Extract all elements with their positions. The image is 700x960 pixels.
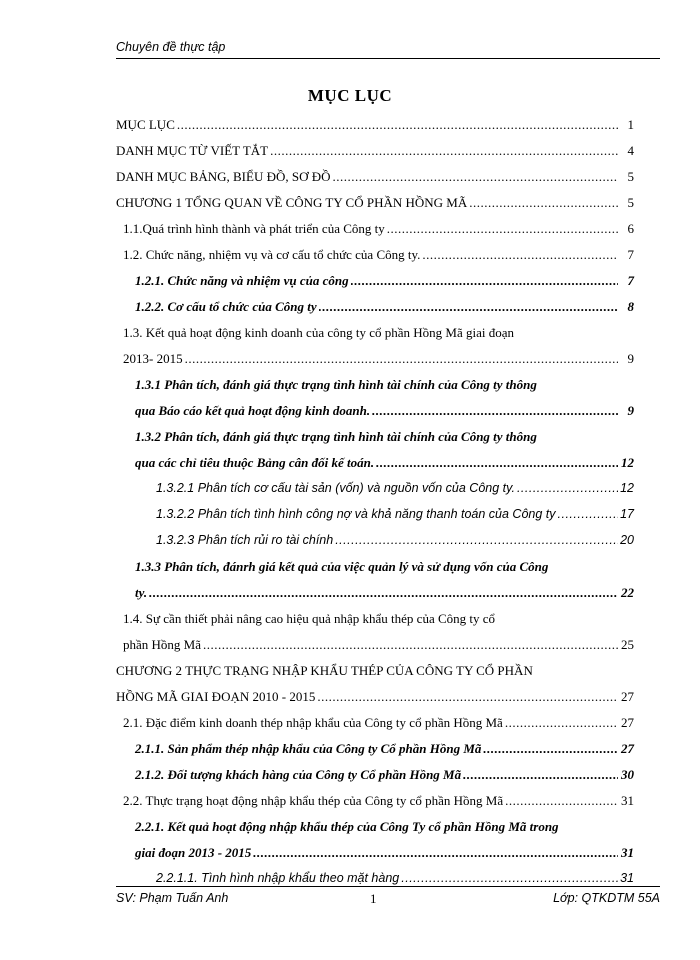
header-rule — [116, 58, 660, 59]
toc-entry-title: 1.2.2. Cơ cấu tổ chức của Công ty — [135, 299, 317, 314]
toc-entry-title: phần Hồng Mã — [123, 637, 201, 652]
toc-entry-title: 1.3.2 Phân tích, đánh giá thực trạng tình hình tài chính của Công ty thông — [135, 429, 537, 444]
toc-leader-dots — [483, 741, 618, 757]
toc-entry-page: 9 — [627, 403, 634, 418]
toc-entry[interactable] — [116, 607, 634, 633]
toc-leader-dots — [376, 455, 618, 471]
toc-entry-title: 2.2. Thực trạng hoạt động nhập khẩu thép của Công ty cổ phần Hồng Mã — [123, 793, 504, 808]
toc-entry-title: qua Báo cáo kết quả hoạt động kinh doanh. — [135, 403, 371, 418]
toc-entry[interactable] — [116, 581, 634, 607]
toc-entry-page: 12 — [621, 455, 634, 470]
footer-page-number: 1 — [370, 891, 377, 906]
toc-entry[interactable] — [116, 789, 634, 815]
toc-entry-title: 2013- 2015 — [123, 351, 183, 366]
toc-entry[interactable] — [116, 269, 634, 295]
toc-entry-title: DANH MỤC BẢNG, BIỂU ĐỒ, SƠ ĐỒ — [116, 169, 331, 184]
toc-entry[interactable] — [116, 113, 634, 139]
toc-leader-dots — [333, 169, 618, 185]
toc-entry[interactable] — [116, 451, 634, 477]
toc-entry-page: 7 — [627, 273, 634, 288]
toc-entry[interactable] — [116, 373, 634, 399]
toc-entry-page: 31 — [621, 793, 634, 808]
toc-entry-title: ty. — [135, 585, 148, 600]
toc-entry-page: 7 — [627, 247, 634, 262]
toc-entry[interactable] — [116, 503, 634, 529]
toc-leader-dots — [253, 845, 618, 861]
toc-leader-dots — [505, 793, 618, 809]
toc-leader-dots — [177, 117, 618, 133]
toc-entry-page: 25 — [621, 637, 634, 652]
toc-entry[interactable] — [116, 841, 634, 867]
toc-entry-title: 2.2.1. Kết quả hoạt động nhập khẩu thép của Công Ty cổ phần Hồng Mã trong — [135, 819, 559, 834]
toc-entry[interactable] — [116, 815, 634, 841]
page-header: Chuyên đề thực tập — [116, 40, 226, 54]
footer-rule — [116, 886, 660, 887]
toc-entry[interactable] — [116, 763, 634, 789]
toc-entry-title: 1.3.2.1 Phân tích cơ cấu tài sản (vốn) và nguồn vốn của Công ty. — [156, 481, 515, 495]
toc-leader-dots — [505, 715, 618, 731]
toc-leader-dots — [317, 689, 618, 705]
toc-entry[interactable] — [116, 737, 634, 763]
toc-leader-dots — [387, 221, 618, 237]
toc-entry[interactable] — [116, 295, 634, 321]
toc-entry-page: 22 — [621, 585, 634, 600]
toc-entry-page: 31 — [620, 871, 634, 885]
toc-leader-dots — [558, 507, 618, 521]
toc-entry-page: 6 — [627, 221, 634, 236]
toc-entry-page: 20 — [620, 533, 634, 547]
toc-entry-title: 2.1.1. Sản phẩm thép nhập khẩu của Công ty Cổ phần Hồng Mã — [135, 741, 482, 756]
toc-entry-page: 31 — [621, 845, 634, 860]
footer-student: SV: Phạm Tuấn Anh — [116, 891, 229, 905]
toc-entry[interactable] — [116, 685, 634, 711]
toc-entry-title: HỒNG MÃ GIAI ĐOẠN 2010 - 2015 — [116, 689, 316, 704]
page-title: MỤC LỤC — [307, 86, 393, 105]
toc-entry-page: 27 — [621, 689, 634, 704]
toc-leader-dots — [270, 143, 618, 159]
toc-entry-page: 4 — [627, 143, 634, 158]
toc-entry-title: CHƯƠNG 2 THỰC TRẠNG NHẬP KHẨU THÉP CỦA CÔNG TY CỔ PHẦN — [116, 663, 533, 678]
toc-entry-page: 8 — [627, 299, 634, 314]
toc-leader-dots — [335, 533, 618, 547]
toc-leader-dots — [319, 299, 618, 315]
toc-entry[interactable] — [116, 425, 634, 451]
toc-entry[interactable] — [116, 165, 634, 191]
toc-entry[interactable] — [116, 217, 634, 243]
toc-entry[interactable] — [116, 633, 634, 659]
toc-entry-page: 27 — [621, 741, 634, 756]
toc-entry-title: 1.3.2.3 Phân tích rủi ro tài chính — [156, 533, 334, 547]
toc-entry-title: 1.3.3 Phân tích, đánrh giá kết quả của việc quản lý và sử dụng vốn của Công — [135, 559, 549, 574]
toc-entry[interactable] — [116, 321, 634, 347]
toc-entry[interactable] — [116, 243, 634, 269]
footer-class: Lớp: QTKDTM 55A — [553, 891, 660, 905]
toc-entry[interactable] — [116, 711, 634, 737]
toc-entry[interactable] — [116, 867, 634, 893]
toc-entry-title: 2.1.2. Đối tượng khách hàng của Công ty Cổ phần Hồng Mã — [135, 767, 462, 782]
toc-entry[interactable] — [116, 555, 634, 581]
toc-entry[interactable] — [116, 347, 634, 373]
toc-entry-title: 1.3.2.2 Phân tích tình hình công nợ và khả năng thanh toán của Công ty — [156, 507, 556, 521]
toc-leader-dots — [203, 637, 618, 653]
toc-entry[interactable] — [116, 399, 634, 425]
toc-entry-title: 1.2.1. Chức năng và nhiệm vụ của công — [135, 273, 349, 288]
toc-entry[interactable] — [116, 529, 634, 555]
toc-leader-dots — [517, 481, 618, 495]
toc-entry-title: 1.4. Sự cần thiết phải nâng cao hiệu quả nhập khẩu thép của Công ty cổ — [123, 611, 496, 626]
toc-entry-title: MỤC LỤC — [116, 117, 175, 132]
toc-entry[interactable] — [116, 477, 634, 503]
toc-entry-title: 1.2. Chức năng, nhiệm vụ và cơ cấu tổ chức của Công ty. — [123, 247, 421, 262]
toc-entry-title: DANH MỤC TỪ VIẾT TẮT — [116, 143, 269, 158]
table-of-contents — [116, 113, 634, 893]
toc-entry[interactable] — [116, 191, 634, 217]
toc-leader-dots — [463, 767, 618, 783]
toc-entry-page: 5 — [627, 169, 634, 184]
toc-entry-title: qua các chỉ tiêu thuộc Bảng cân đối kế toán. — [135, 455, 375, 470]
toc-entry-page: 30 — [621, 767, 634, 782]
toc-entry[interactable] — [116, 659, 634, 685]
toc-entry-page: 12 — [620, 481, 634, 495]
toc-leader-dots — [185, 351, 618, 367]
toc-entry-title: 2.1. Đặc điểm kinh doanh thép nhập khẩu của Công ty cổ phần Hồng Mã — [123, 715, 503, 730]
toc-entry-title: 1.1.Quá trình hình thành và phát triển của Công ty — [123, 221, 385, 236]
toc-entry-title: 1.3.1 Phân tích, đánh giá thực trạng tình hình tài chính của Công ty thông — [135, 377, 537, 392]
toc-leader-dots — [422, 247, 618, 263]
toc-entry-page: 27 — [621, 715, 634, 730]
toc-entry-title: 2.2.1.1. Tình hình nhập khẩu theo mặt hàng — [156, 871, 400, 885]
toc-entry-title: 1.3. Kết quả hoạt động kinh doanh của công ty cổ phần Hồng Mã giai đoạn — [123, 325, 514, 340]
toc-leader-dots — [401, 871, 618, 885]
toc-entry-title: CHƯƠNG 1 TỔNG QUAN VỀ CÔNG TY CỔ PHẦN HỒNG MÃ — [116, 195, 468, 210]
toc-leader-dots — [149, 585, 618, 601]
toc-entry-page: 9 — [627, 351, 634, 366]
toc-leader-dots — [351, 273, 618, 289]
toc-leader-dots — [469, 195, 618, 211]
toc-leader-dots — [372, 403, 618, 419]
toc-entry-page: 5 — [627, 195, 634, 210]
toc-entry-page: 1 — [627, 117, 634, 132]
toc-entry-page: 17 — [620, 507, 634, 521]
toc-entry-title: giai đoạn 2013 - 2015 — [135, 845, 252, 860]
toc-entry[interactable] — [116, 139, 634, 165]
